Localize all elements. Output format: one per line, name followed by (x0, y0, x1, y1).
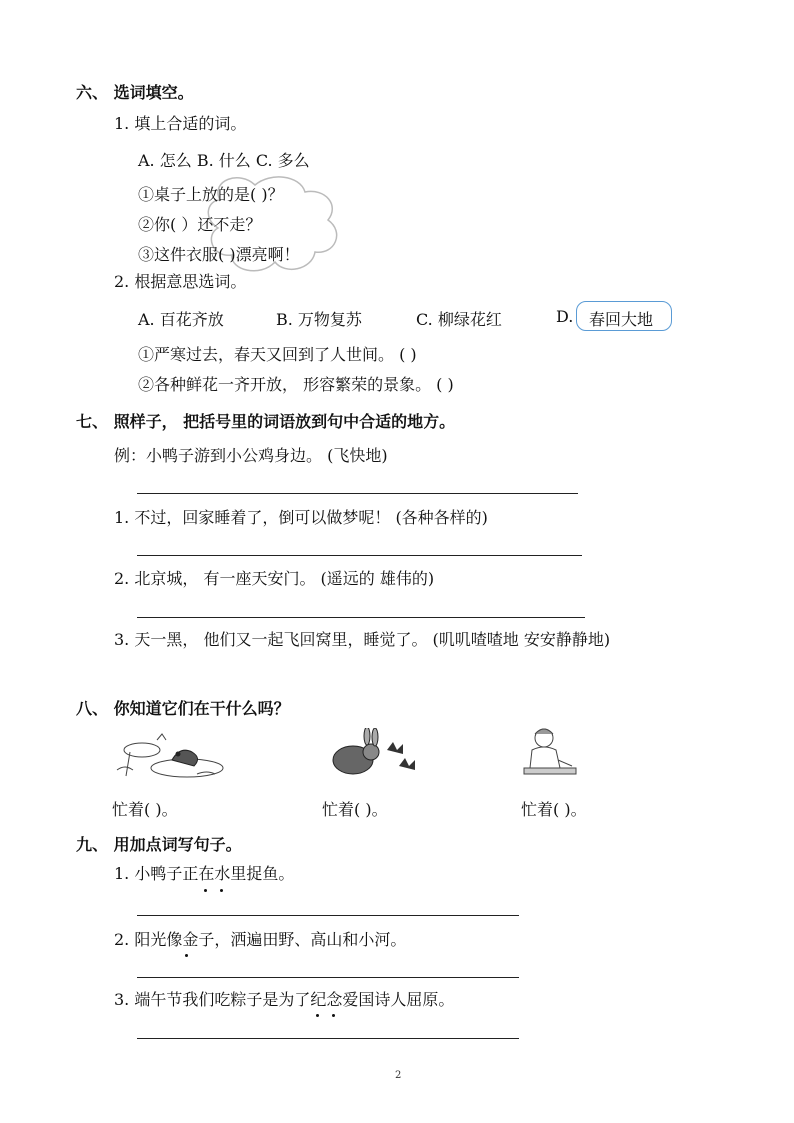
answer-line-7-example[interactable] (137, 493, 578, 494)
emphasis-dot (316, 1014, 319, 1017)
q6-1-sentence-2: ②你( ）还不走？ (138, 215, 262, 234)
frog-lotus-picture (112, 730, 227, 780)
q8-blank-3[interactable]: 忙着( )。 (521, 800, 587, 819)
q7-item-3: 3. 天一黑， 他们又一起飞回窝里，睡觉了。 (叽叽喳喳地 安安静静地) (114, 630, 611, 649)
q6-2-label: 2. 根据意思选词。 (114, 272, 247, 291)
section-8-title: 八、 你知道它们在干什么吗？ (76, 699, 290, 718)
section-9-title: 九、 用加点词写句子。 (76, 835, 242, 854)
page-number: 2 (395, 1070, 402, 1081)
q7-item-2: 2. 北京城， 有一座天安门。 (遥远的 雄伟的) (114, 569, 435, 588)
q6-2-option-d-letter: D. (556, 307, 574, 326)
q7-item-1: 1. 不过，回家睡着了，倒可以做梦呢！ (各种各样的) (114, 508, 488, 527)
emphasis-dot (332, 1014, 335, 1017)
q6-2-option-d-box (576, 301, 672, 331)
q6-2-option-c: C. 柳绿花红 (416, 310, 502, 329)
answer-line-9-3[interactable] (137, 1038, 519, 1039)
q6-2-sentence-2: ②各种鲜花一齐开放， 形容繁荣的景象。 ( ) (138, 375, 454, 394)
answer-line-7-1[interactable] (137, 555, 582, 556)
q9-item-2: 2. 阳光像金子，洒遍田野、高山和小河。 (114, 930, 407, 949)
q6-2-option-b: B. 万物复苏 (276, 310, 362, 329)
section-6-title: 六、 选词填空。 (76, 83, 194, 102)
q8-blank-1[interactable]: 忙着( )。 (112, 800, 178, 819)
q6-1-options: A. 怎么 B. 什么 C. 多么 (138, 151, 310, 170)
q6-2-sentence-1: ①严寒过去，春天又回到了人世间。 ( ) (138, 345, 417, 364)
girl-writing-picture (518, 724, 583, 782)
section-7-title: 七、 照样子， 把括号里的词语放到句中合适的地方。 (76, 412, 456, 431)
emphasis-dot (185, 954, 188, 957)
emphasis-dot (204, 889, 207, 892)
rabbit-picture (325, 728, 420, 780)
q6-1-label: 1. 填上合适的词。 (114, 114, 247, 133)
q6-2-option-a: A. 百花齐放 (138, 310, 224, 329)
answer-line-7-2[interactable] (137, 617, 585, 618)
answer-line-9-2[interactable] (137, 977, 519, 978)
q6-2-option-d-text: 春回大地 (589, 310, 654, 329)
answer-line-9-1[interactable] (137, 915, 519, 916)
q9-item-3: 3. 端午节我们吃粽子是为了纪念爱国诗人屈原。 (114, 990, 455, 1009)
q9-item-1: 1. 小鸭子正在水里捉鱼。 (114, 864, 295, 883)
emphasis-dot (220, 889, 223, 892)
q6-1-sentence-3: ③这件衣服( )漂亮啊！ (138, 245, 300, 264)
q7-example: 例：小鸭子游到小公鸡身边。 (飞快地) (114, 446, 388, 465)
q6-1-sentence-1: ①桌子上放的是( )？ (138, 185, 284, 204)
q8-blank-2[interactable]: 忙着( )。 (322, 800, 388, 819)
